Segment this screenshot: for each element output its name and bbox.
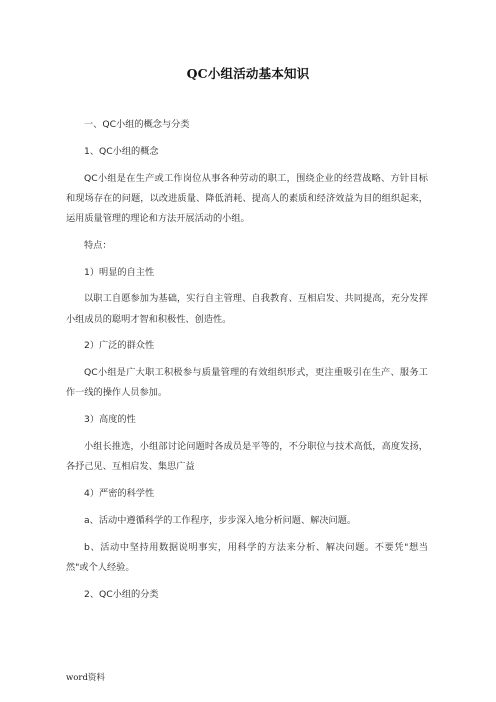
- features-label: 特点：: [84, 239, 112, 251]
- document-body: [66, 115, 428, 611]
- document-title: QC小组活动基本知识: [186, 66, 310, 81]
- subsection-heading: 1、QC小组的概念: [84, 145, 159, 157]
- feature-heading: 3）高度的性: [84, 414, 136, 426]
- body-paragraph: a、活动中遵循科学的工作程序，步步深入地分析问题、解决问题。: [84, 514, 357, 526]
- body-paragraph: 以职工自愿参加为基础，实行自主管理、自我教育、互相启发、共同提高，充分发挥小组成员的聪明才智和积极性、创造性。: [66, 293, 428, 325]
- body-paragraph: QC小组是广大职工积极参与质量管理的有效组织形式，更注重吸引在生产、服务工作一线的操作人员参加。: [66, 367, 428, 399]
- subsection-heading: 2、QC小组的分类: [84, 588, 159, 600]
- body-paragraph: QC小组是在生产或工作岗位从事各种劳动的职工，围绕企业的经营战略、方针目标和现场存在的问题，以改进质量、降低消耗、提高人的素质和经济效益为目的组织起来，运用质量管理的理论和方法开展活动的小组。: [66, 172, 428, 224]
- feature-heading: 2）广泛的群众性: [84, 340, 155, 352]
- body-paragraph: 小组长推选，小组部讨论问题时各成员是平等的，不分职位与技术高低，高度发扬，各抒己见、互相启发、集思广益: [66, 440, 428, 473]
- feature-heading: 1）明显的自主性: [84, 266, 155, 278]
- body-paragraph: b、活动中坚持用数据说明事实，用科学的方法来分析、解决问题。不要凭"想当然"或个人经验。: [66, 541, 428, 573]
- section-heading: 一、QC小组的概念与分类: [84, 119, 190, 130]
- feature-heading: 4）严密的科学性: [84, 487, 155, 499]
- footer-label: word资料: [66, 673, 105, 683]
